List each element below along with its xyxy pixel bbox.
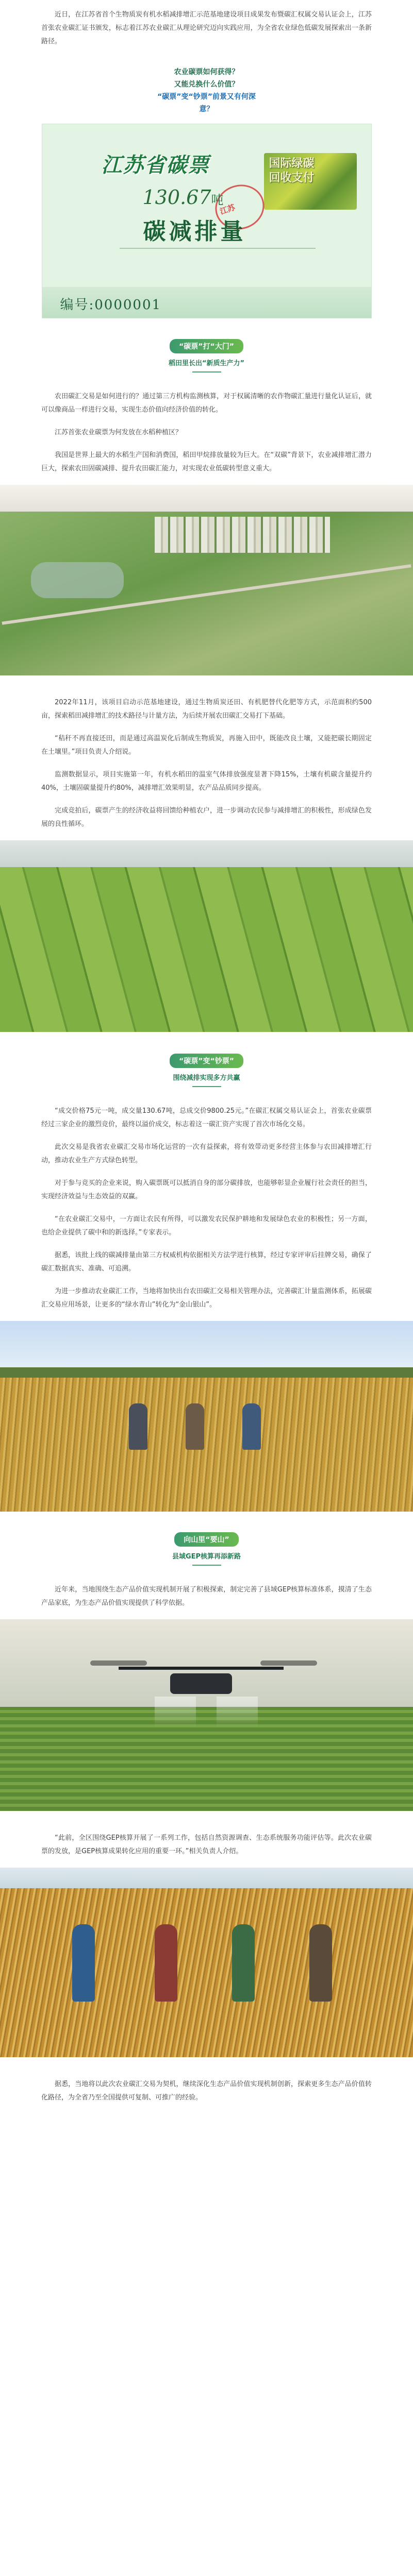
photo-wheat-field (0, 1378, 413, 1512)
section-1-paragraph: 我国是世界上最大的水稻生产国和消费国，稻田甲烷排放量较为巨大。在“双碳”背景下，农业减排增汇潜力巨大，探索农田固碳减排、提升农田碳汇能力，对实现农业低碳转型意义重大。 (41, 451, 372, 472)
photo-sky (0, 840, 413, 867)
section-1-divider (192, 371, 221, 372)
photo-sky (0, 485, 413, 512)
section-2-paragraph: 此次交易是我省农业碳汇交易市场化运营的一次有益探索，将有效带动更多经营主体参与农田减排增汇行动，推动农业生产方式绿色转型。 (41, 1143, 372, 1164)
section-2-paragraph: 为进一步推动农业碳汇工作，当地将加快出台农田碳汇交易相关管理办法，完善碳汇计量监测体系，拓展碳汇交易应用场景，让更多的“绿水青山”转化为“金山银山”。 (41, 1287, 372, 1309)
photo-pond (31, 562, 124, 598)
photo-farmer (72, 1924, 95, 2002)
photo-grain-field (0, 1888, 413, 2057)
section-1-subtitle: 稻田里长出“新质生产力” (168, 360, 245, 367)
wheat-field-workers-photo (0, 1321, 413, 1512)
question-2: 又能兑换什么价值？ (174, 80, 239, 89)
section-1-paragraph: 江苏首张农业碳票为何发放在水稻种植区？ (55, 429, 183, 436)
certificate-divider (120, 248, 316, 249)
section-3-subtitle: 县域GEP核算再添新路 (172, 1553, 241, 1561)
agricultural-drone-photo (0, 1619, 413, 1811)
photo-tree-line (0, 1367, 413, 1378)
certificate-seal-line1: 国际绿碳 (269, 157, 315, 170)
drone-rotor (260, 1660, 317, 1666)
drone-arm (119, 1667, 284, 1670)
section-1-paragraph: 完成竞拍后，碳票产生的经济收益将回馈给种植农户，进一步调动农民参与减排增汇的积极性，形成绿色发展的良性循环。 (41, 807, 372, 828)
page-bottom-spacer (41, 2114, 372, 2129)
certificate-amount-value: 130.67 (142, 186, 211, 209)
section-1-paragraph: 监测数据显示，项目实施第一年，有机水稻田的温室气体排放强度显著下降15%，土壤有机碳含量提升约40%，土壤固碳量提升约80%，减排增汇效果明显，农产品品质同步提高。 (41, 771, 372, 792)
section-3-paragraph: “此前，全区围绕GEP核算开展了一系列工作，包括自然资源调查、生态系统服务功能评估等。此次农业碳票的发放，是GEP核算成果转化应用的重要一环。”相关负责人介绍。 (41, 1834, 372, 1855)
photo-person (129, 1403, 147, 1450)
section-1-header (41, 339, 372, 372)
drone-spray (155, 1697, 196, 1727)
certificate-stamp-text: 江苏 (218, 202, 236, 216)
aerial-village-photo (0, 485, 413, 675)
aerial-rice-fields-photo (0, 840, 413, 1032)
drone-spray (217, 1697, 258, 1727)
section-1-paragraph: “秸秆不再直接还田，而是通过高温炭化后制成生物质炭，再施入田中，既能改良土壤，又能把碳长期固定在土壤里。”项目负责人介绍说。 (41, 735, 372, 756)
question-3: “碳票”变“钞票”前景又有何深意？ (157, 93, 256, 113)
section-2-divider (192, 1086, 221, 1087)
section-1-paragraph: 农田碳汇交易是如何进行的？通过第三方机构监测核算，对于权属清晰的农作物碳汇量进行量化认证后，就可以像商品一样进行交易，实现生态价值向经济价值的转化。 (41, 393, 372, 414)
section-2-paragraph: 据悉，该批上线的碳减排量由第三方权威机构依据相关方法学进行核算，经过专家评审后挂牌交易，确保了碳汇数据真实、准确、可追溯。 (41, 1251, 372, 1273)
drone-rotor (90, 1660, 147, 1666)
photo-sky (0, 1321, 413, 1371)
section-3-tag: 向山里“要山” (174, 1532, 238, 1547)
certificate-seal (269, 156, 315, 185)
question-box (153, 66, 261, 115)
section-3-divider (192, 1565, 221, 1566)
section-1-tag: “碳票”打“大门” (170, 339, 243, 353)
section-2-tag: “碳票”变“钞票” (170, 1054, 243, 1068)
drone-body (170, 1673, 232, 1694)
photo-person (242, 1403, 261, 1450)
intro-paragraph: 近日，在江苏省首个生物质炭有机水稻减排增汇示范基地建设项目成果发布暨碳汇权属交易认证会上，江苏首张农业碳汇证书颁发，标志着江苏农业碳汇从理论研究迈向实践应用，为全省农业绿色低碳发展探索出一条新路径。 (41, 11, 372, 45)
certificate-name: 碳减排量 (143, 218, 246, 245)
section-3-paragraph: 据悉，当地将以此次农业碳汇交易为契机，继续深化生态产品价值实现机制创新，探索更多生态产品价值转化路径，为全省乃至全国提供可复制、可推广的经验。 (41, 2080, 372, 2102)
photo-farmer (232, 1924, 255, 2002)
certificate-amount (143, 186, 224, 209)
photo-sky (0, 1868, 413, 1888)
carbon-certificate-image (42, 124, 372, 318)
certificate-amount-unit: 吨 (211, 193, 224, 207)
photo-field-grid (0, 867, 413, 1032)
photo-village (155, 517, 330, 553)
certificate-seal-line2: 回收支付 (269, 171, 315, 184)
section-2-paragraph: 对于参与竞买的企业来说，购入碳票既可以抵消自身的部分碳排放，也能够彰显企业履行社会责任的担当，实现经济效益与生态效益的双赢。 (41, 1179, 372, 1200)
section-2-header (41, 1054, 372, 1087)
section-2-subtitle: 围绕减排实现多方共赢 (173, 1074, 240, 1082)
section-1-paragraph: 2022年11月，该项目启动示范基地建设，通过生物质炭还田、有机肥替代化肥等方式，示范面积约500亩，探索稻田减排增汇的技术路径与计量方法，为后续开展农田碳汇交易打下基础。 (41, 699, 372, 720)
certificate-title: 江苏省碳票 (101, 153, 210, 177)
section-3-header (41, 1532, 372, 1566)
photo-farmer (309, 1924, 332, 2002)
harvest-farmers-photo (0, 1868, 413, 2057)
question-1: 农业碳票如何获得？ (174, 68, 239, 76)
section-3-paragraph: 近年来，当地围绕生态产品价值实现机制开展了积极探索，制定完善了县域GEP核算标准体系，摸清了生态产品家底，为生态产品价值实现提供了科学依据。 (41, 1586, 372, 1607)
photo-person (186, 1403, 204, 1450)
photo-crop-rows (0, 1707, 413, 1811)
photo-farmer (155, 1924, 177, 2002)
section-2-paragraph: “成交价格75元一吨，成交量130.67吨，总成交价9800.25元。”在碳汇权属交易认证会上，首张农业碳票经过三家企业的激烈竞价，最终以溢价成交，标志着这一碳汇资产实现了首次市场化交易。 (41, 1107, 372, 1128)
section-2-paragraph: “在农业碳汇交易中，一方面让农民有所得，可以激发农民保护耕地和发展绿色农业的积极性；另一方面，也给企业提供了碳中和的新选择。”专家表示。 (41, 1215, 372, 1236)
certificate-number: 编号:0000001 (60, 297, 162, 313)
